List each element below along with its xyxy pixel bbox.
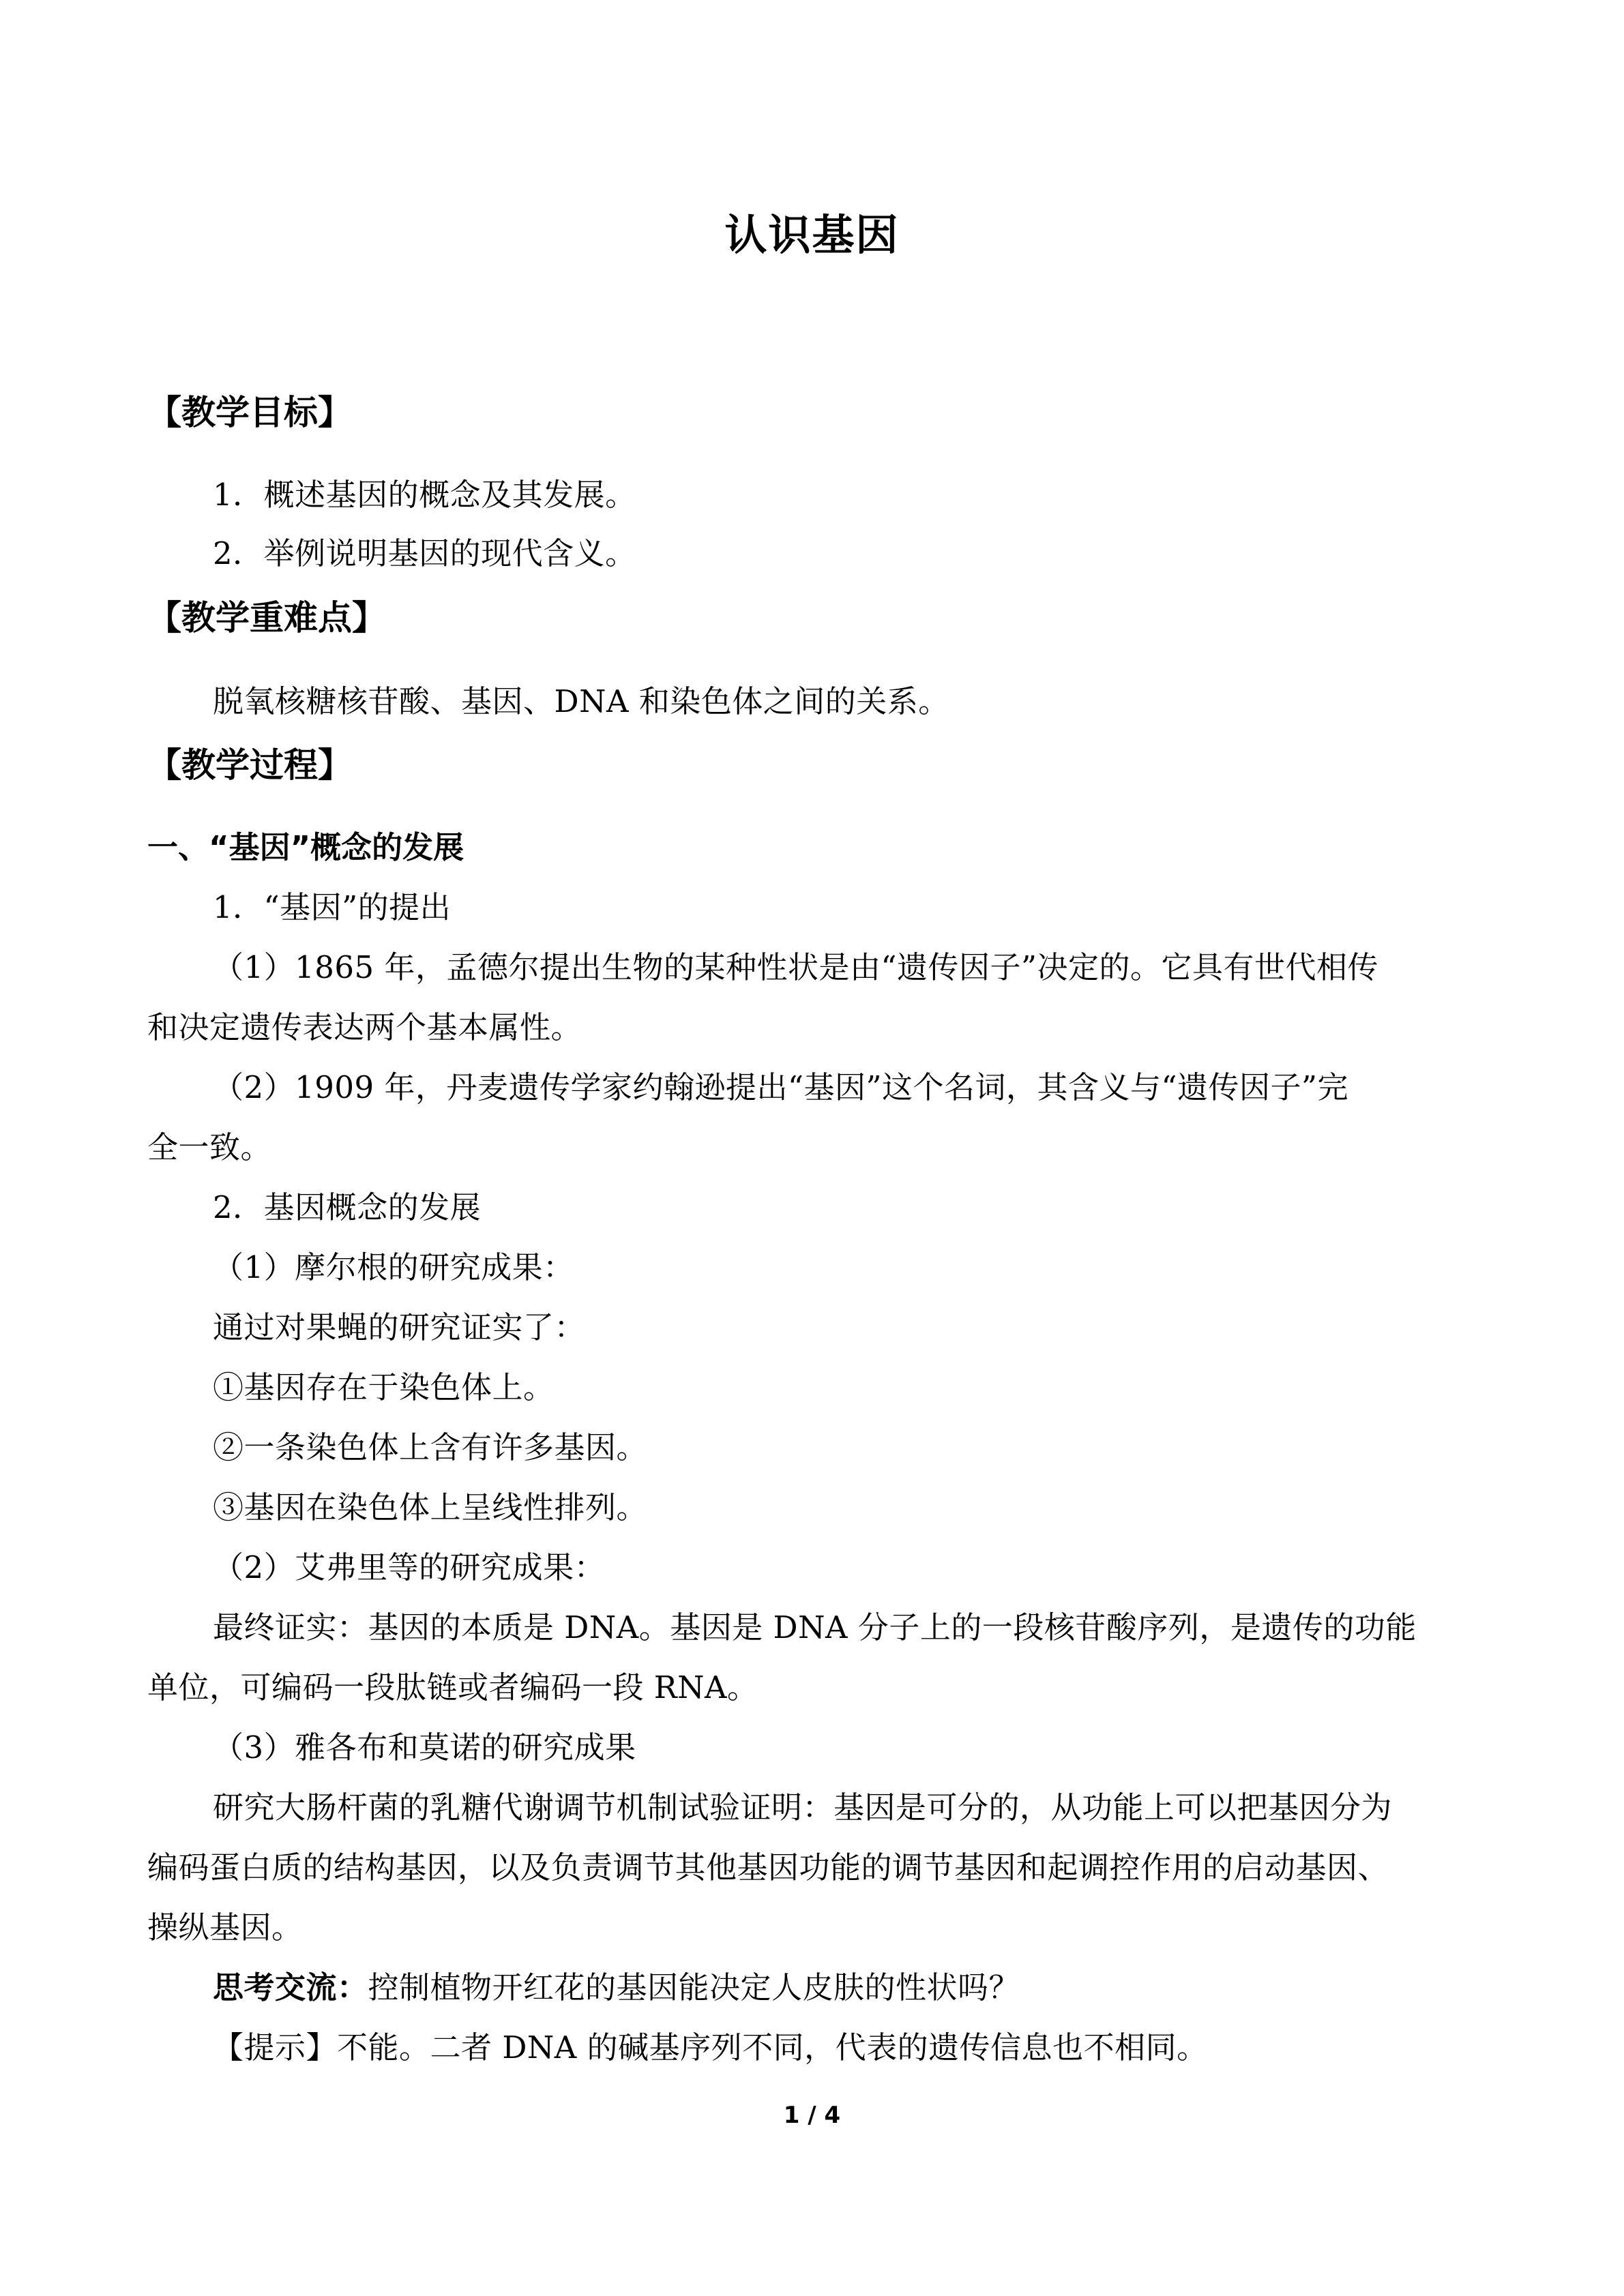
process-heading: 【教学过程】 (147, 745, 352, 785)
avery-line-2: 单位，可编码一段肽链或者编码一段 RNA。 (147, 1669, 758, 1705)
morgan-point-3: ③基因在染色体上呈线性排列。 (213, 1489, 648, 1525)
jacob-line-3: 操纵基因。 (147, 1909, 303, 1945)
hint (213, 2027, 1484, 2069)
page-number: 1 / 4 (783, 2102, 841, 2129)
key-points-text: 脱氧核糖核苷酸、基因、DNA 和染色体之间的关系。 (213, 683, 949, 719)
paragraph-1-line-1: （1）1865 年，孟德尔提出生物的某种性状是由“遗传因子”决定的。它具有世代相传 (213, 949, 1378, 985)
think-text: 控制植物开红花的基因能决定人皮肤的性状吗？ (368, 1969, 1020, 2006)
think-exchange (213, 1967, 1484, 2009)
paragraph-2-line-2: 全一致。 (147, 1129, 272, 1165)
jacob-line-1: 研究大肠杆菌的乳糖代谢调节机制试验证明：基因是可分的，从功能上可以把基因分为 (213, 1789, 1393, 1825)
part1-title: 一、“基因”概念的发展 (147, 829, 464, 865)
page-title: 认识基因 (724, 210, 900, 260)
objective-item-2: 2．举例说明基因的现代含义。 (213, 535, 636, 571)
sub1-title: 1．“基因”的提出 (213, 889, 452, 925)
jacob-title: （3）雅各布和莫诺的研究成果 (213, 1729, 636, 1765)
morgan-intro: 通过对果蝇的研究证实了： (213, 1309, 586, 1345)
sub2-title: 2．基因概念的发展 (213, 1189, 482, 1225)
think-label: 思考交流： (213, 1969, 368, 2006)
paragraph-1-line-2: 和决定遗传表达两个基本属性。 (147, 1009, 582, 1045)
objective-item-1: 1．概述基因的概念及其发展。 (213, 477, 636, 513)
paragraph-2-line-1: （2）1909 年，丹麦遗传学家约翰逊提出“基因”这个名词，其含义与“遗传因子”完 (213, 1069, 1348, 1105)
morgan-title: （1）摩尔根的研究成果： (213, 1249, 574, 1285)
hint-text: 不能。二者 DNA 的碱基序列不同，代表的遗传信息也不相同。 (337, 2029, 1208, 2066)
avery-line-1: 最终证实：基因的本质是 DNA。基因是 DNA 分子上的一段核苷酸序列，是遗传的功能 (213, 1609, 1417, 1645)
objectives-heading: 【教学目标】 (147, 393, 352, 432)
jacob-line-2: 编码蛋白质的结构基因，以及负责调节其他基因功能的调节基因和起调控作用的启动基因、 (147, 1849, 1389, 1885)
morgan-point-2: ②一条染色体上含有许多基因。 (213, 1429, 648, 1465)
avery-title: （2）艾弗里等的研究成果： (213, 1549, 606, 1585)
hint-label: 【提示】 (213, 2029, 338, 2066)
key-points-heading: 【教学重难点】 (147, 598, 386, 638)
morgan-point-1: ①基因存在于染色体上。 (213, 1369, 555, 1405)
